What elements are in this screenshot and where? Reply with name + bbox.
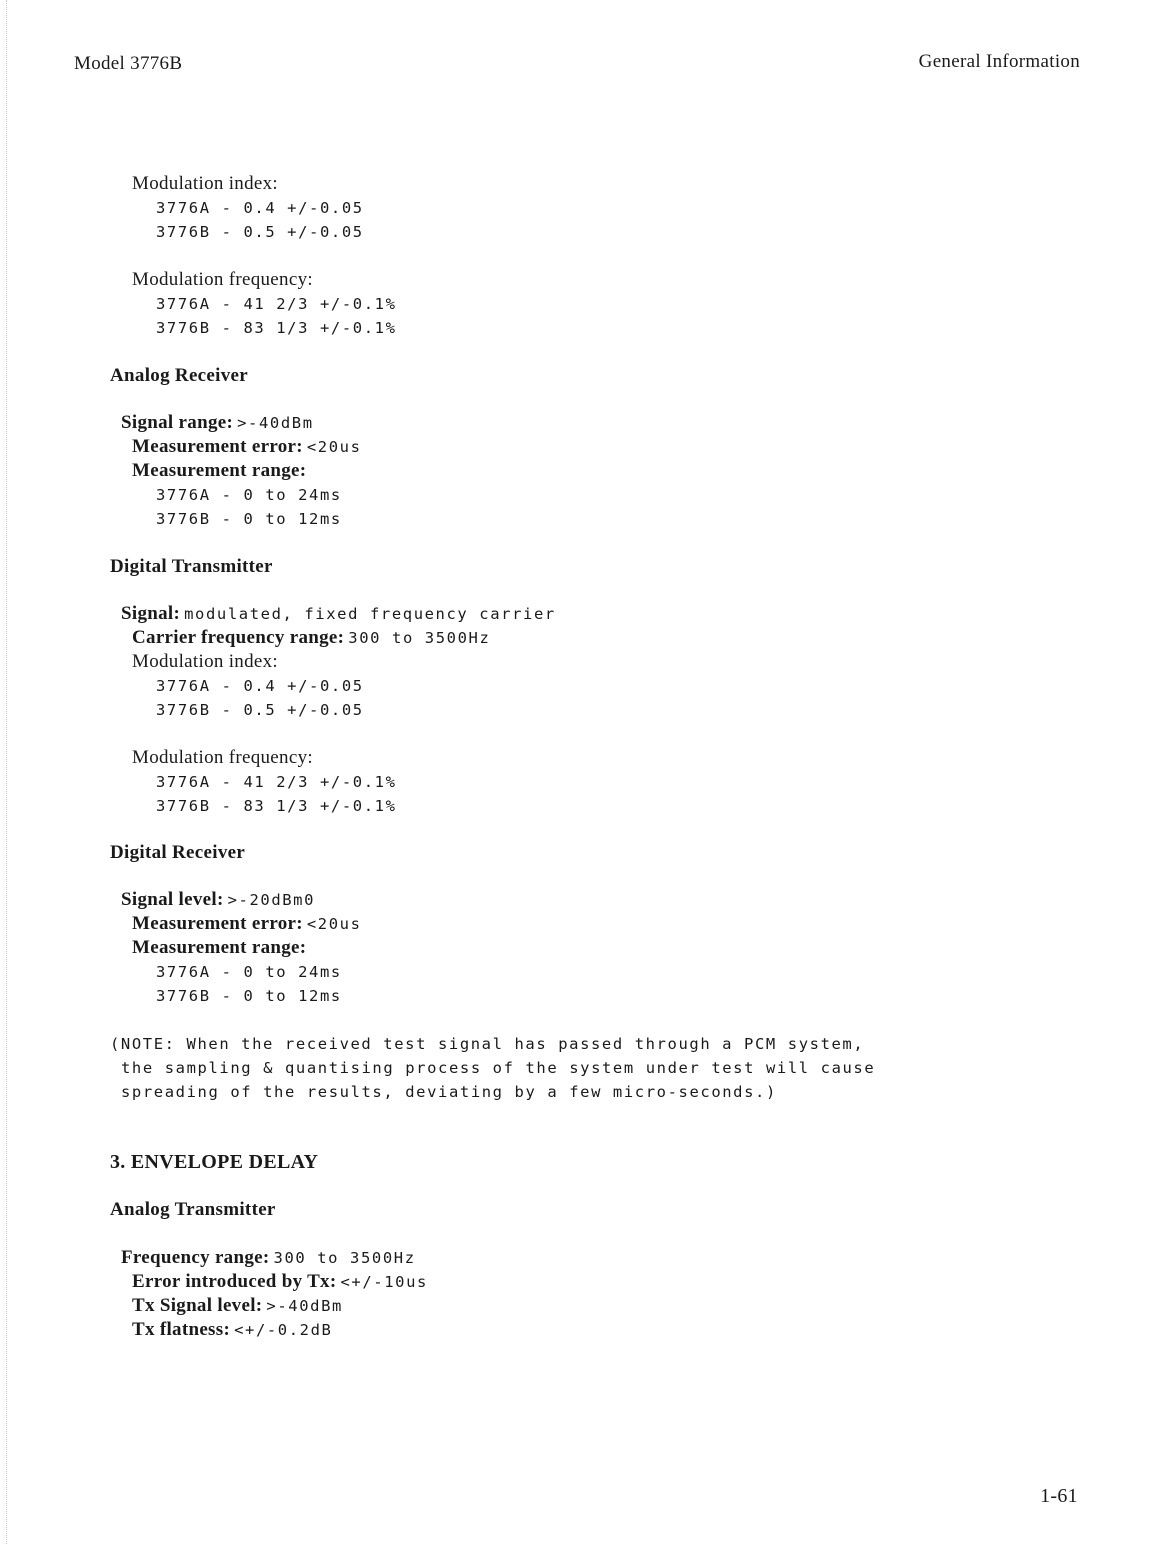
dr-measurement-range-a: 3776A - 0 to 24ms	[156, 963, 342, 981]
digital-receiver-error-row	[132, 912, 362, 937]
carrier-frequency-row	[132, 626, 490, 651]
tx-flatness-row	[132, 1318, 332, 1343]
page-number: 1-61	[1040, 1485, 1078, 1507]
dt-modulation-frequency-label: Modulation frequency:	[132, 747, 313, 768]
analog-receiver-error-row	[132, 435, 362, 460]
measurement-range-b: 3776B - 0 to 12ms	[156, 510, 342, 528]
tx-signal-level-label: Tx Signal level:	[132, 1295, 263, 1316]
note-line-1: (NOTE: When the received test signal has passed through a PCM system,	[110, 1035, 865, 1053]
note-line-3: spreading of the results, deviating by a few micro-seconds.)	[121, 1083, 777, 1101]
analog-transmitter-heading: Analog Transmitter	[110, 1199, 276, 1220]
signal-level-value: >-20dBm0	[227, 891, 316, 909]
signal-label: Signal:	[121, 603, 181, 624]
modulation-frequency-b: 3776B - 83 1/3 +/-0.1%	[156, 319, 397, 337]
digital-receiver-heading: Digital Receiver	[110, 842, 246, 863]
modulation-index-b: 3776B - 0.5 +/-0.05	[156, 223, 364, 241]
tx-signal-level-value: >-40dBm	[266, 1297, 343, 1315]
section-title-envelope-delay: 3. ENVELOPE DELAY	[110, 1151, 319, 1173]
dr-measurement-error-label: Measurement error:	[132, 913, 303, 934]
modulation-frequency-label: Modulation frequency:	[132, 269, 313, 290]
frequency-range-value: 300 to 3500Hz	[273, 1249, 416, 1267]
signal-value: modulated, fixed frequency carrier	[184, 605, 556, 623]
signal-range-value: >-40dBm	[237, 414, 314, 432]
analog-receiver-signal-row	[121, 411, 314, 436]
header-model: Model 3776B	[74, 53, 183, 74]
dt-modulation-index-a: 3776A - 0.4 +/-0.05	[156, 677, 364, 695]
carrier-frequency-value: 300 to 3500Hz	[348, 629, 491, 647]
dr-measurement-range-label: Measurement range:	[132, 937, 307, 958]
tx-signal-level-row	[132, 1294, 343, 1319]
dr-measurement-range-b: 3776B - 0 to 12ms	[156, 987, 342, 1005]
dt-modulation-index-b: 3776B - 0.5 +/-0.05	[156, 701, 364, 719]
measurement-range-a: 3776A - 0 to 24ms	[156, 486, 342, 504]
dr-measurement-error-value: <20us	[306, 915, 362, 933]
signal-level-label: Signal level:	[121, 889, 224, 910]
modulation-frequency-a: 3776A - 41 2/3 +/-0.1%	[156, 295, 397, 313]
analog-receiver-heading: Analog Receiver	[110, 365, 248, 386]
tx-flatness-label: Tx flatness:	[132, 1319, 231, 1340]
frequency-range-label: Frequency range:	[121, 1247, 270, 1268]
measurement-error-value: <20us	[306, 438, 362, 456]
measurement-range-label: Measurement range:	[132, 460, 307, 481]
scan-edge	[6, 0, 8, 1544]
digital-transmitter-signal-row	[121, 602, 556, 627]
error-introduced-row	[132, 1270, 428, 1295]
measurement-error-label: Measurement error:	[132, 436, 303, 457]
dt-modulation-frequency-a: 3776A - 41 2/3 +/-0.1%	[156, 773, 397, 791]
digital-receiver-signal-row	[121, 888, 315, 913]
frequency-range-row	[121, 1246, 416, 1271]
dt-modulation-index-label: Modulation index:	[132, 651, 279, 672]
header-section: General Information	[918, 51, 1080, 72]
carrier-frequency-label: Carrier frequency range:	[132, 627, 345, 648]
modulation-index-a: 3776A - 0.4 +/-0.05	[156, 199, 364, 217]
error-introduced-label: Error introduced by Tx:	[132, 1271, 337, 1292]
modulation-index-label: Modulation index:	[132, 173, 279, 194]
error-introduced-value: <+/-10us	[340, 1273, 428, 1291]
signal-range-label: Signal range:	[121, 412, 234, 433]
note-line-2: the sampling & quantising process of the system under test will cause	[121, 1059, 876, 1077]
tx-flatness-value: <+/-0.2dB	[234, 1321, 333, 1339]
dt-modulation-frequency-b: 3776B - 83 1/3 +/-0.1%	[156, 797, 397, 815]
digital-transmitter-heading: Digital Transmitter	[110, 556, 273, 577]
